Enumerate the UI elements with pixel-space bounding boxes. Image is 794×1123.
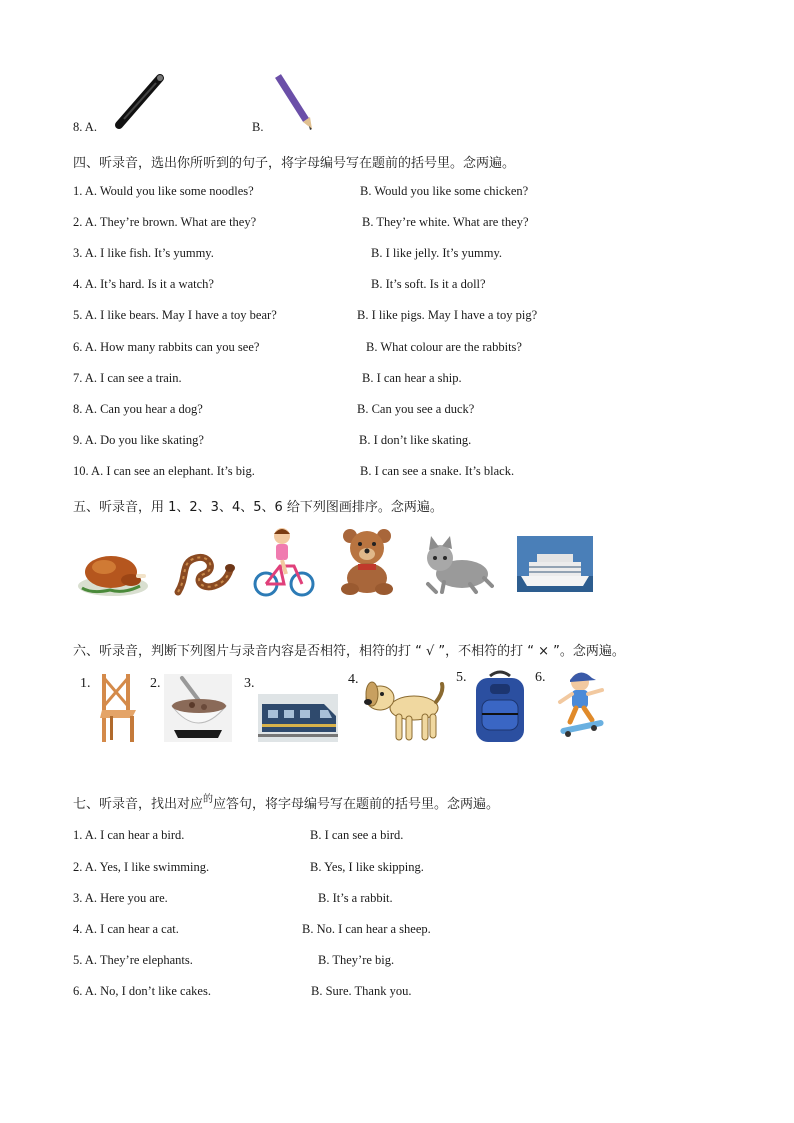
noodle-bowl-icon [164, 674, 232, 742]
s7-q2-b: B. Yes, I like skipping. [310, 860, 424, 874]
s7-q4-a: 4. A. I can hear a cat. [73, 922, 179, 936]
s4-q3-b: B. I like jelly. It’s yummy. [371, 246, 503, 260]
s4-q1-b: B. Would you like some chicken? [360, 184, 529, 198]
s7-q3-b: B. It’s a rabbit. [318, 891, 393, 905]
s4-q2-a: 2. A. They’re brown. What are they? [73, 215, 257, 229]
chair-icon [96, 672, 140, 744]
q8-label-a: 8. A. [73, 120, 97, 134]
s4-q9-b: B. I don’t like skating. [359, 433, 472, 447]
dog-icon [362, 672, 446, 744]
s4-q4-a: 4. A. It’s hard. Is it a watch? [73, 277, 214, 291]
s4-q7-a: 7. A. I can see a train. [73, 371, 182, 385]
s6-number-5: 5. [456, 670, 467, 685]
purple-pencil-icon [272, 72, 316, 132]
s4-q3-a: 3. A. I like fish. It’s yummy. [73, 246, 214, 260]
backpack-icon [470, 670, 530, 744]
train-icon [258, 694, 338, 742]
black-pen-icon [110, 74, 168, 132]
snake-icon [170, 540, 236, 600]
s4-q1-a: 1. A. Would you like some noodles? [73, 184, 254, 198]
section7-heading-small: 的 [203, 794, 214, 805]
s6-number-3: 3. [244, 676, 255, 691]
s4-q6-b: B. What colour are the rabbits? [366, 340, 522, 354]
s7-q2-a: 2. A. Yes, I like swimming. [73, 860, 210, 874]
s7-q1-b: B. I can see a bird. [310, 828, 404, 842]
s4-q6-a: 6. A. How many rabbits can you see? [73, 340, 260, 354]
s4-q4-b: B. It’s soft. Is it a doll? [371, 277, 486, 291]
s7-q6-a: 6. A. No, I don’t like cakes. [73, 984, 211, 998]
s4-q7-b: B. I can hear a ship. [362, 371, 462, 385]
s7-q5-a: 5. A. They’re elephants. [73, 953, 193, 967]
section5-heading: 五、听录音，用 1、2、3、4、5、6 给下列图画排序。念两遍。 [73, 500, 443, 515]
s4-q5-a: 5. A. I like bears. May I have a toy bear? [73, 308, 277, 322]
s4-q10-a: 10. A. I can see an elephant. It’s big. [73, 464, 255, 478]
section6-heading: 六、听录音，判断下列图片与录音内容是否相符，相符的打 “ √ ”，不相符的打 “ × ”。念两遍。 [73, 644, 625, 659]
s4-q5-b: B. I like pigs. May I have a toy pig? [357, 308, 538, 322]
s7-q1-a: 1. A. I can hear a bird. [73, 828, 185, 842]
roast-chicken-icon [76, 540, 150, 598]
s4-q8-a: 8. A. Can you hear a dog? [73, 402, 203, 416]
section4-heading: 四、听录音，选出你所听到的句子，将字母编号写在题前的括号里。念两遍。 [73, 156, 516, 171]
s7-q4-b: B. No. I can hear a sheep. [302, 922, 431, 936]
teddy-bear-icon [336, 526, 398, 596]
s4-q10-b: B. I can see a snake. It’s black. [360, 464, 515, 478]
section7-heading-part1: 七、听录音，找出对应 [73, 797, 204, 812]
girl-cycling-icon [252, 526, 316, 598]
s4-q9-a: 9. A. Do you like skating? [73, 433, 204, 447]
cruise-ship-icon [517, 536, 593, 592]
s7-q5-b: B. They’re big. [318, 953, 395, 967]
section7-heading [73, 793, 499, 812]
boy-skateboarding-icon [552, 668, 610, 742]
s6-number-4: 4. [348, 672, 359, 687]
s7-q3-a: 3. A. Here you are. [73, 891, 168, 905]
s7-q6-b: B. Sure. Thank you. [311, 984, 412, 998]
s6-number-2: 2. [150, 676, 161, 691]
s4-q8-b: B. Can you see a duck? [357, 402, 475, 416]
kitten-icon [420, 534, 494, 596]
q8-label-b: B. [252, 120, 264, 134]
s6-number-1: 1. [80, 676, 91, 691]
s6-number-6: 6. [535, 670, 546, 685]
section7-heading-part2: 应答句，将字母编号写在题前的括号里。念两遍。 [213, 797, 500, 812]
s4-q2-b: B. They’re white. What are they? [362, 215, 529, 229]
